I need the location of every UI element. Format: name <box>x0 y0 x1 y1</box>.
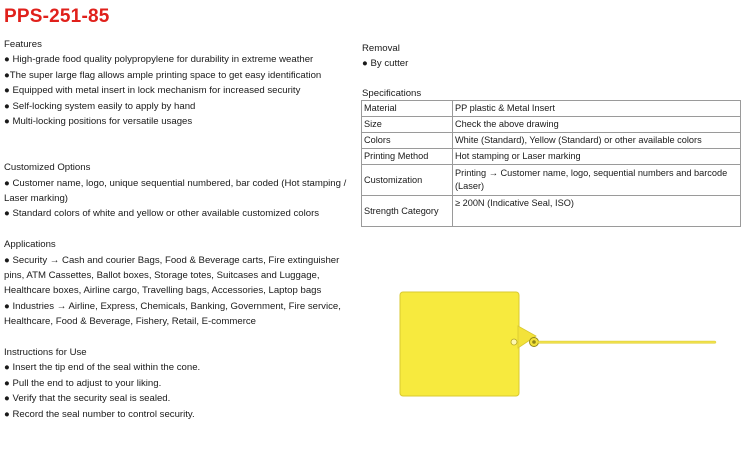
applications-heading: Applications <box>4 239 56 251</box>
spec-value: ≥ 200N (Indicative Seal, ISO) <box>453 196 741 227</box>
removal-method: ● By cutter <box>362 58 409 69</box>
feature-item: ● Equipped with metal insert in lock mechanism for increased security <box>4 85 301 97</box>
seal-flag <box>400 292 519 396</box>
feature-item: ● Multi-locking positions for versatile usages <box>4 116 193 128</box>
product-code: PPS-251-85 <box>4 6 110 27</box>
spec-key: Size <box>362 117 453 133</box>
spec-row <box>362 165 741 196</box>
specifications-table <box>361 100 741 227</box>
customized-heading: Customized Options <box>4 162 91 174</box>
spec-row <box>362 196 741 227</box>
spec-row <box>362 149 741 165</box>
spec-value: White (Standard), Yellow (Standard) or other available colors <box>453 133 741 149</box>
instruction-item: ● Record the seal number to control security. <box>4 408 195 420</box>
spec-value: Check the above drawing <box>453 117 741 133</box>
feature-item: ● High-grade food quality polypropylene for durability in extreme weather <box>4 54 314 66</box>
instruction-item: ● Verify that the security seal is sealed. <box>4 393 171 405</box>
seal-strap <box>538 341 716 343</box>
application-item: ● Industries → Airline, Express, Chemicals, Banking, Government, Fire service, Healthcare, Food & Beverage, Fishery, Retail, E-commerce <box>4 300 341 328</box>
instruction-item: ● Pull the end to adjust to your liking. <box>4 377 162 389</box>
spec-key: Printing Method <box>362 149 453 165</box>
seal-product-image <box>398 290 720 398</box>
seal-lock-insert <box>532 340 536 344</box>
spec-row <box>362 101 741 117</box>
customized-item: ● Standard colors of white and yellow or other available customized colors <box>4 208 320 220</box>
spec-key: Customization <box>362 165 453 196</box>
spec-value: PP plastic & Metal Insert <box>453 101 741 117</box>
spec-key: Colors <box>362 133 453 149</box>
feature-item: ●The super large flag allows ample printing space to get easy identification <box>4 69 322 81</box>
spec-key: Strength Category <box>362 196 453 227</box>
spec-value: Hot stamping or Laser marking <box>453 149 741 165</box>
specifications-heading: Specifications <box>362 88 422 99</box>
customized-item: ● Customer name, logo, unique sequential numbered, bar coded (Hot stamping / Laser marking) <box>4 177 347 205</box>
seal-hole <box>511 339 517 345</box>
instructions-heading: Instructions for Use <box>4 347 87 359</box>
features-heading: Features <box>4 39 42 50</box>
application-item: ● Security → Cash and courier Bags, Food & Beverage carts, Fire extinguisher pins, ATM Cassettes, Ballot boxes, Storage totes, Suitcases and Luggage, Healthcare boxes, Airline cargo, Travelling bags, Accessories, Laptop bags <box>4 254 340 297</box>
spec-key: Material <box>362 101 453 117</box>
spec-row <box>362 133 741 149</box>
feature-item: ● Self-locking system easily to apply by hand <box>4 100 196 112</box>
spec-value: Printing → Customer name, logo, sequential numbers and barcode (Laser) <box>453 165 741 196</box>
removal-heading: Removal <box>362 43 400 54</box>
left-column <box>4 37 360 422</box>
instruction-item: ● Insert the tip end of the seal within the cone. <box>4 362 201 374</box>
spec-row <box>362 117 741 133</box>
